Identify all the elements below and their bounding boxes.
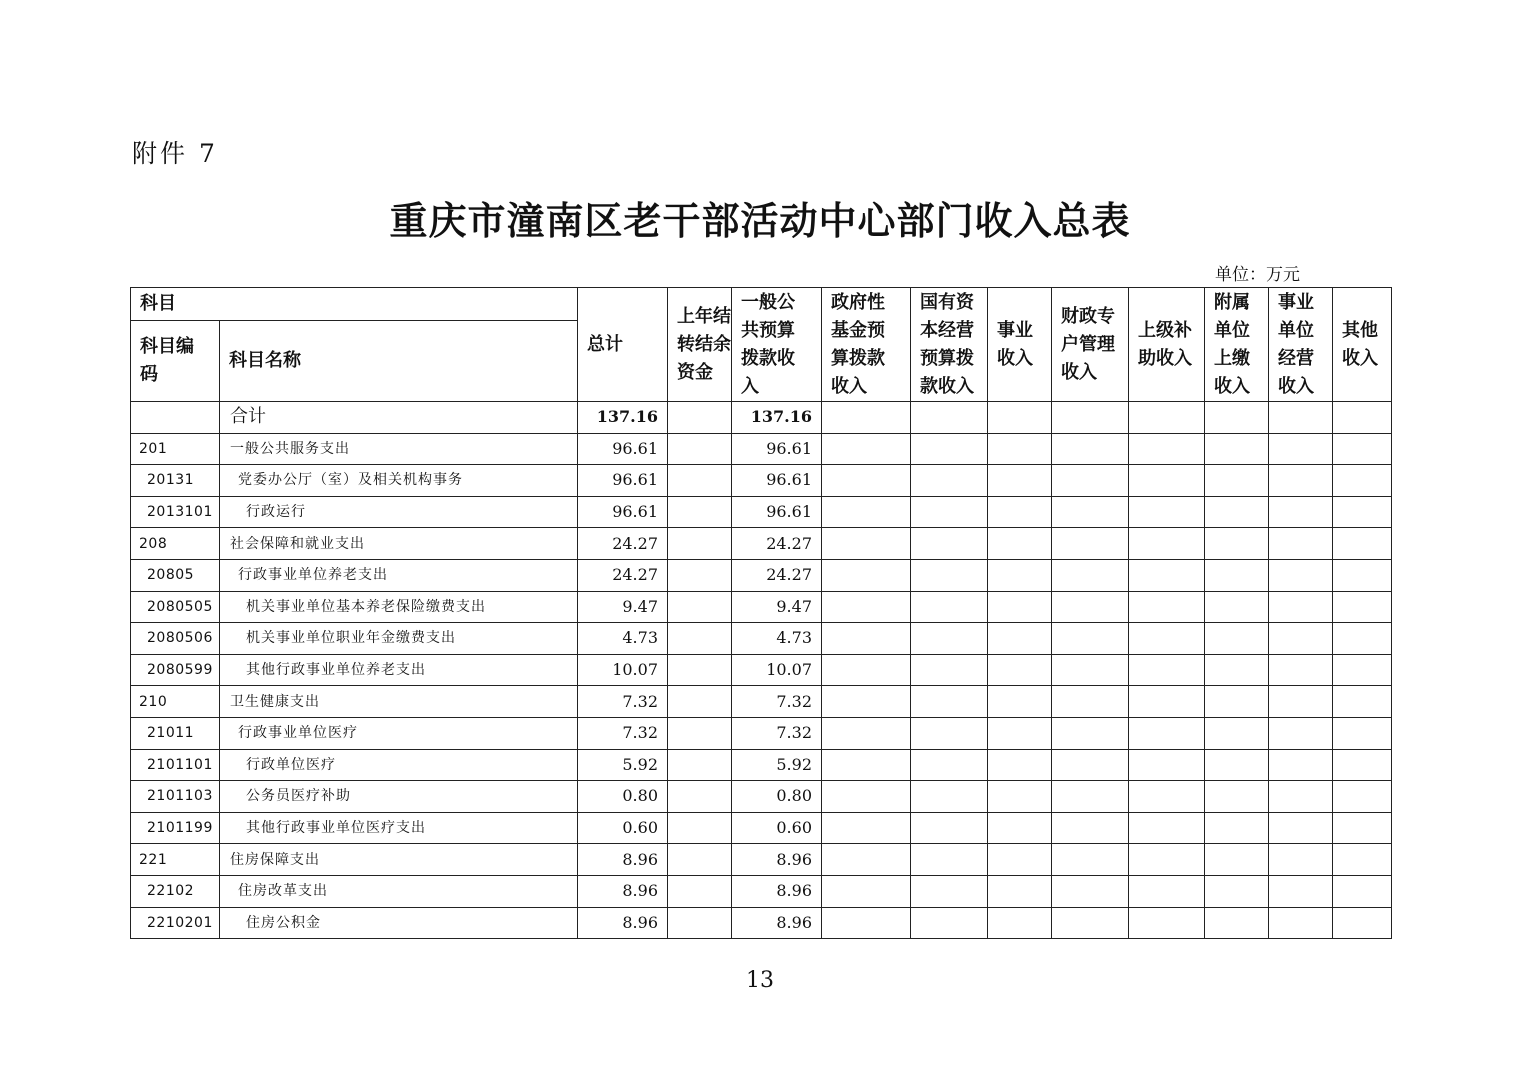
empty-cell — [1269, 623, 1333, 655]
subject-code: 2080506 — [131, 623, 220, 655]
empty-cell — [1205, 844, 1269, 876]
empty-cell — [822, 654, 911, 686]
table-row — [131, 496, 1392, 528]
total-amount: 96.61 — [578, 433, 668, 465]
subject-name: 一般公共服务支出 — [220, 433, 578, 465]
empty-cell — [1333, 654, 1392, 686]
empty-cell — [1205, 875, 1269, 907]
empty-cell — [911, 812, 988, 844]
empty-cell — [822, 875, 911, 907]
empty-cell — [988, 844, 1052, 876]
total-amount: 8.96 — [578, 907, 668, 939]
table-row-total — [131, 402, 1392, 434]
table-row — [131, 781, 1392, 813]
subject-code: 2101101 — [131, 749, 220, 781]
empty-cell — [911, 749, 988, 781]
subject-code: 2013101 — [131, 496, 220, 528]
empty-cell — [1269, 591, 1333, 623]
subject-name: 党委办公厅（室）及相关机构事务 — [220, 465, 578, 497]
empty-cell — [1129, 591, 1205, 623]
prev-year-carryover-cell — [668, 875, 732, 907]
empty-cell — [1052, 875, 1129, 907]
empty-cell — [1269, 433, 1333, 465]
empty-cell — [1269, 654, 1333, 686]
empty-cell — [1052, 528, 1129, 560]
empty-cell — [1205, 717, 1269, 749]
empty-cell — [911, 433, 988, 465]
subject-name: 住房公积金 — [220, 907, 578, 939]
empty-cell — [822, 559, 911, 591]
empty-cell — [1333, 496, 1392, 528]
income-summary-table — [130, 287, 1392, 939]
general-budget-amount: 0.60 — [732, 812, 822, 844]
table-row — [131, 812, 1392, 844]
empty-cell — [911, 844, 988, 876]
empty-cell — [1129, 749, 1205, 781]
empty-cell — [1333, 781, 1392, 813]
empty-cell — [911, 465, 988, 497]
total-amount: 96.61 — [578, 465, 668, 497]
total-amount: 0.60 — [578, 812, 668, 844]
header-fiscal-account: 财政专户管理收入 — [1052, 288, 1129, 402]
subject-name: 其他行政事业单位养老支出 — [220, 654, 578, 686]
unit-label: 单位：万元 — [1215, 265, 1300, 285]
empty-cell — [1205, 781, 1269, 813]
header-state-capital: 国有资本经营预算拨款收入 — [911, 288, 988, 402]
table-row — [131, 465, 1392, 497]
table-row — [131, 559, 1392, 591]
empty-cell — [822, 528, 911, 560]
empty-cell — [1129, 781, 1205, 813]
empty-cell — [911, 496, 988, 528]
general-budget-amount: 24.27 — [732, 528, 822, 560]
empty-cell — [988, 749, 1052, 781]
empty-cell — [1269, 875, 1333, 907]
empty-cell — [1333, 528, 1392, 560]
empty-cell — [1129, 465, 1205, 497]
subject-code: 20131 — [131, 465, 220, 497]
total-amount: 9.47 — [578, 591, 668, 623]
header-business-operation: 事业单位经营收入 — [1269, 288, 1333, 402]
prev-year-carryover-cell — [668, 559, 732, 591]
subject-code: 2080505 — [131, 591, 220, 623]
empty-cell — [822, 749, 911, 781]
general-budget-amount: 9.47 — [732, 591, 822, 623]
empty-cell — [1052, 844, 1129, 876]
subject-code: 22102 — [131, 875, 220, 907]
empty-cell — [1052, 465, 1129, 497]
general-budget-amount: 7.32 — [732, 717, 822, 749]
empty-cell — [988, 465, 1052, 497]
table-row — [131, 528, 1392, 560]
prev-year-carryover-cell — [668, 907, 732, 939]
empty-cell — [911, 717, 988, 749]
empty-cell — [1269, 781, 1333, 813]
empty-cell — [1333, 907, 1392, 939]
empty-cell — [1333, 749, 1392, 781]
empty-cell — [1205, 465, 1269, 497]
empty-cell — [1052, 591, 1129, 623]
empty-cell — [1333, 812, 1392, 844]
empty-cell — [1129, 559, 1205, 591]
empty-cell — [1269, 559, 1333, 591]
empty-cell — [1333, 591, 1392, 623]
subject-name: 社会保障和就业支出 — [220, 528, 578, 560]
subject-code: 2101103 — [131, 781, 220, 813]
total-amount: 5.92 — [578, 749, 668, 781]
empty-cell — [1052, 717, 1129, 749]
empty-cell — [911, 781, 988, 813]
table-row — [131, 654, 1392, 686]
empty-cell — [988, 781, 1052, 813]
empty-cell — [988, 654, 1052, 686]
empty-cell — [1052, 623, 1129, 655]
empty-cell — [822, 812, 911, 844]
subject-code: 2101199 — [131, 812, 220, 844]
empty-cell — [822, 465, 911, 497]
general-budget-amount: 4.73 — [732, 623, 822, 655]
general-budget-amount: 8.96 — [732, 907, 822, 939]
empty-cell — [1052, 749, 1129, 781]
subject-code: 208 — [131, 528, 220, 560]
general-budget-amount: 96.61 — [732, 433, 822, 465]
empty-cell — [988, 528, 1052, 560]
header-affiliated-units: 附属单位上缴收入 — [1205, 288, 1269, 402]
empty-cell — [1269, 812, 1333, 844]
empty-cell — [1205, 433, 1269, 465]
table-row — [131, 623, 1392, 655]
empty-cell — [822, 907, 911, 939]
table-row — [131, 749, 1392, 781]
empty-cell — [1129, 907, 1205, 939]
subject-name: 住房改革支出 — [220, 875, 578, 907]
empty-cell — [988, 875, 1052, 907]
empty-cell — [822, 686, 911, 718]
empty-cell — [1205, 591, 1269, 623]
empty-cell — [1129, 528, 1205, 560]
empty-cell — [988, 433, 1052, 465]
prev-year-carryover-cell — [668, 717, 732, 749]
total-label: 合计 — [220, 402, 578, 434]
empty-cell — [1205, 654, 1269, 686]
empty-cell — [1205, 528, 1269, 560]
empty-cell — [1129, 717, 1205, 749]
empty-cell — [988, 623, 1052, 655]
empty-cell — [1052, 433, 1129, 465]
empty-cell — [1129, 844, 1205, 876]
empty-cell — [1129, 686, 1205, 718]
header-subject-name: 科目名称 — [220, 321, 578, 402]
subject-code: 221 — [131, 844, 220, 876]
total-general-budget: 137.16 — [732, 402, 822, 434]
general-budget-amount: 0.80 — [732, 781, 822, 813]
empty-cell — [1333, 433, 1392, 465]
subject-code: 20805 — [131, 559, 220, 591]
empty-cell — [1205, 749, 1269, 781]
header-business-income: 事业收入 — [988, 288, 1052, 402]
empty-cell — [1205, 623, 1269, 655]
subject-name: 行政事业单位养老支出 — [220, 559, 578, 591]
header-gov-fund: 政府性基金预算拨款收入 — [822, 288, 911, 402]
general-budget-amount: 7.32 — [732, 686, 822, 718]
empty-cell — [911, 875, 988, 907]
subject-code: 2210201 — [131, 907, 220, 939]
empty-cell — [1129, 654, 1205, 686]
header-upper-subsidy: 上级补助收入 — [1129, 288, 1205, 402]
header-general-budget: 一般公共预算拨款收入 — [732, 288, 822, 402]
empty-cell — [911, 654, 988, 686]
prev-year-carryover-cell — [668, 844, 732, 876]
prev-year-carryover-cell — [668, 465, 732, 497]
subject-name: 其他行政事业单位医疗支出 — [220, 812, 578, 844]
empty-cell — [1269, 717, 1333, 749]
empty-cell — [822, 433, 911, 465]
prev-year-carryover-cell — [668, 528, 732, 560]
empty-cell — [1205, 812, 1269, 844]
header-total: 总计 — [578, 288, 668, 402]
empty-cell — [1205, 907, 1269, 939]
empty-cell — [911, 528, 988, 560]
empty-cell — [822, 781, 911, 813]
empty-cell — [822, 717, 911, 749]
table-row — [131, 875, 1392, 907]
attachment-label: 附件 7 — [132, 139, 218, 168]
empty-cell — [1269, 465, 1333, 497]
empty-cell — [988, 591, 1052, 623]
empty-cell — [911, 591, 988, 623]
table-row — [131, 717, 1392, 749]
subject-code: 2080599 — [131, 654, 220, 686]
header-subject-code: 科目编码 — [131, 321, 220, 402]
empty-cell — [1333, 559, 1392, 591]
empty-cell — [1052, 781, 1129, 813]
total-amount: 24.27 — [578, 559, 668, 591]
header-subject: 科目 — [131, 288, 578, 321]
empty-cell — [1205, 496, 1269, 528]
subject-name: 行政单位医疗 — [220, 749, 578, 781]
empty-cell — [1333, 844, 1392, 876]
empty-cell — [988, 907, 1052, 939]
prev-year-carryover-cell — [668, 812, 732, 844]
empty-cell — [1269, 749, 1333, 781]
general-budget-amount: 8.96 — [732, 875, 822, 907]
general-budget-amount: 96.61 — [732, 496, 822, 528]
total-amount: 24.27 — [578, 528, 668, 560]
empty-cell — [1052, 559, 1129, 591]
subject-name: 行政事业单位医疗 — [220, 717, 578, 749]
empty-cell — [1205, 559, 1269, 591]
empty-cell — [822, 844, 911, 876]
general-budget-amount: 24.27 — [732, 559, 822, 591]
subject-code: 21011 — [131, 717, 220, 749]
empty-cell — [911, 559, 988, 591]
header-other-income: 其他收入 — [1333, 288, 1392, 402]
prev-year-carryover-cell — [668, 654, 732, 686]
empty-cell — [1333, 717, 1392, 749]
subject-name: 机关事业单位基本养老保险缴费支出 — [220, 591, 578, 623]
empty-cell — [1052, 686, 1129, 718]
subject-name: 行政运行 — [220, 496, 578, 528]
total-amount: 7.32 — [578, 686, 668, 718]
prev-year-carryover-cell — [668, 433, 732, 465]
prev-year-carryover-cell — [668, 749, 732, 781]
empty-cell — [1052, 907, 1129, 939]
prev-year-carryover-cell — [668, 781, 732, 813]
prev-year-carryover-cell — [668, 623, 732, 655]
subject-name: 公务员医疗补助 — [220, 781, 578, 813]
empty-cell — [1269, 907, 1333, 939]
empty-cell — [988, 686, 1052, 718]
prev-year-carryover-cell — [668, 496, 732, 528]
table-row — [131, 591, 1392, 623]
total-code-cell — [131, 402, 220, 434]
empty-cell — [988, 496, 1052, 528]
subject-name: 住房保障支出 — [220, 844, 578, 876]
header-prev-year-carryover: 上年结转结余资金 — [668, 288, 732, 402]
empty-cell — [1269, 686, 1333, 718]
total-amount: 137.16 — [578, 402, 668, 434]
empty-cell — [1333, 465, 1392, 497]
empty-cell — [1052, 654, 1129, 686]
empty-cell — [988, 559, 1052, 591]
empty-cell — [911, 623, 988, 655]
empty-cell — [988, 812, 1052, 844]
empty-cell — [1269, 844, 1333, 876]
empty-cell — [1129, 433, 1205, 465]
subject-code: 210 — [131, 686, 220, 718]
empty-cell — [822, 496, 911, 528]
prev-year-carryover-cell — [668, 591, 732, 623]
empty-cell — [988, 717, 1052, 749]
empty-cell — [1333, 875, 1392, 907]
subject-name: 机关事业单位职业年金缴费支出 — [220, 623, 578, 655]
empty-cell — [1052, 812, 1129, 844]
table-row — [131, 844, 1392, 876]
general-budget-amount: 96.61 — [732, 465, 822, 497]
subject-code: 201 — [131, 433, 220, 465]
empty-cell — [1205, 686, 1269, 718]
table-row — [131, 907, 1392, 939]
empty-cell — [911, 907, 988, 939]
empty-cell — [1333, 686, 1392, 718]
table-row — [131, 433, 1392, 465]
total-amount: 7.32 — [578, 717, 668, 749]
empty-cell — [1052, 496, 1129, 528]
document-title: 重庆市潼南区老干部活动中心部门收入总表 — [389, 198, 1131, 243]
empty-cell — [1129, 875, 1205, 907]
empty-cell — [1269, 496, 1333, 528]
general-budget-amount: 8.96 — [732, 844, 822, 876]
total-amount: 8.96 — [578, 844, 668, 876]
empty-cell — [1129, 812, 1205, 844]
empty-cell — [1269, 528, 1333, 560]
table-row — [131, 686, 1392, 718]
empty-cell — [822, 623, 911, 655]
subject-name: 卫生健康支出 — [220, 686, 578, 718]
empty-cell — [1333, 623, 1392, 655]
general-budget-amount: 5.92 — [732, 749, 822, 781]
empty-cell — [1129, 623, 1205, 655]
total-amount: 4.73 — [578, 623, 668, 655]
general-budget-amount: 10.07 — [732, 654, 822, 686]
prev-year-carryover-cell — [668, 686, 732, 718]
page-number: 13 — [746, 968, 774, 993]
empty-cell — [1129, 496, 1205, 528]
total-amount: 8.96 — [578, 875, 668, 907]
total-amount: 10.07 — [578, 654, 668, 686]
empty-cell — [822, 591, 911, 623]
empty-cell — [911, 686, 988, 718]
total-amount: 0.80 — [578, 781, 668, 813]
total-amount: 96.61 — [578, 496, 668, 528]
